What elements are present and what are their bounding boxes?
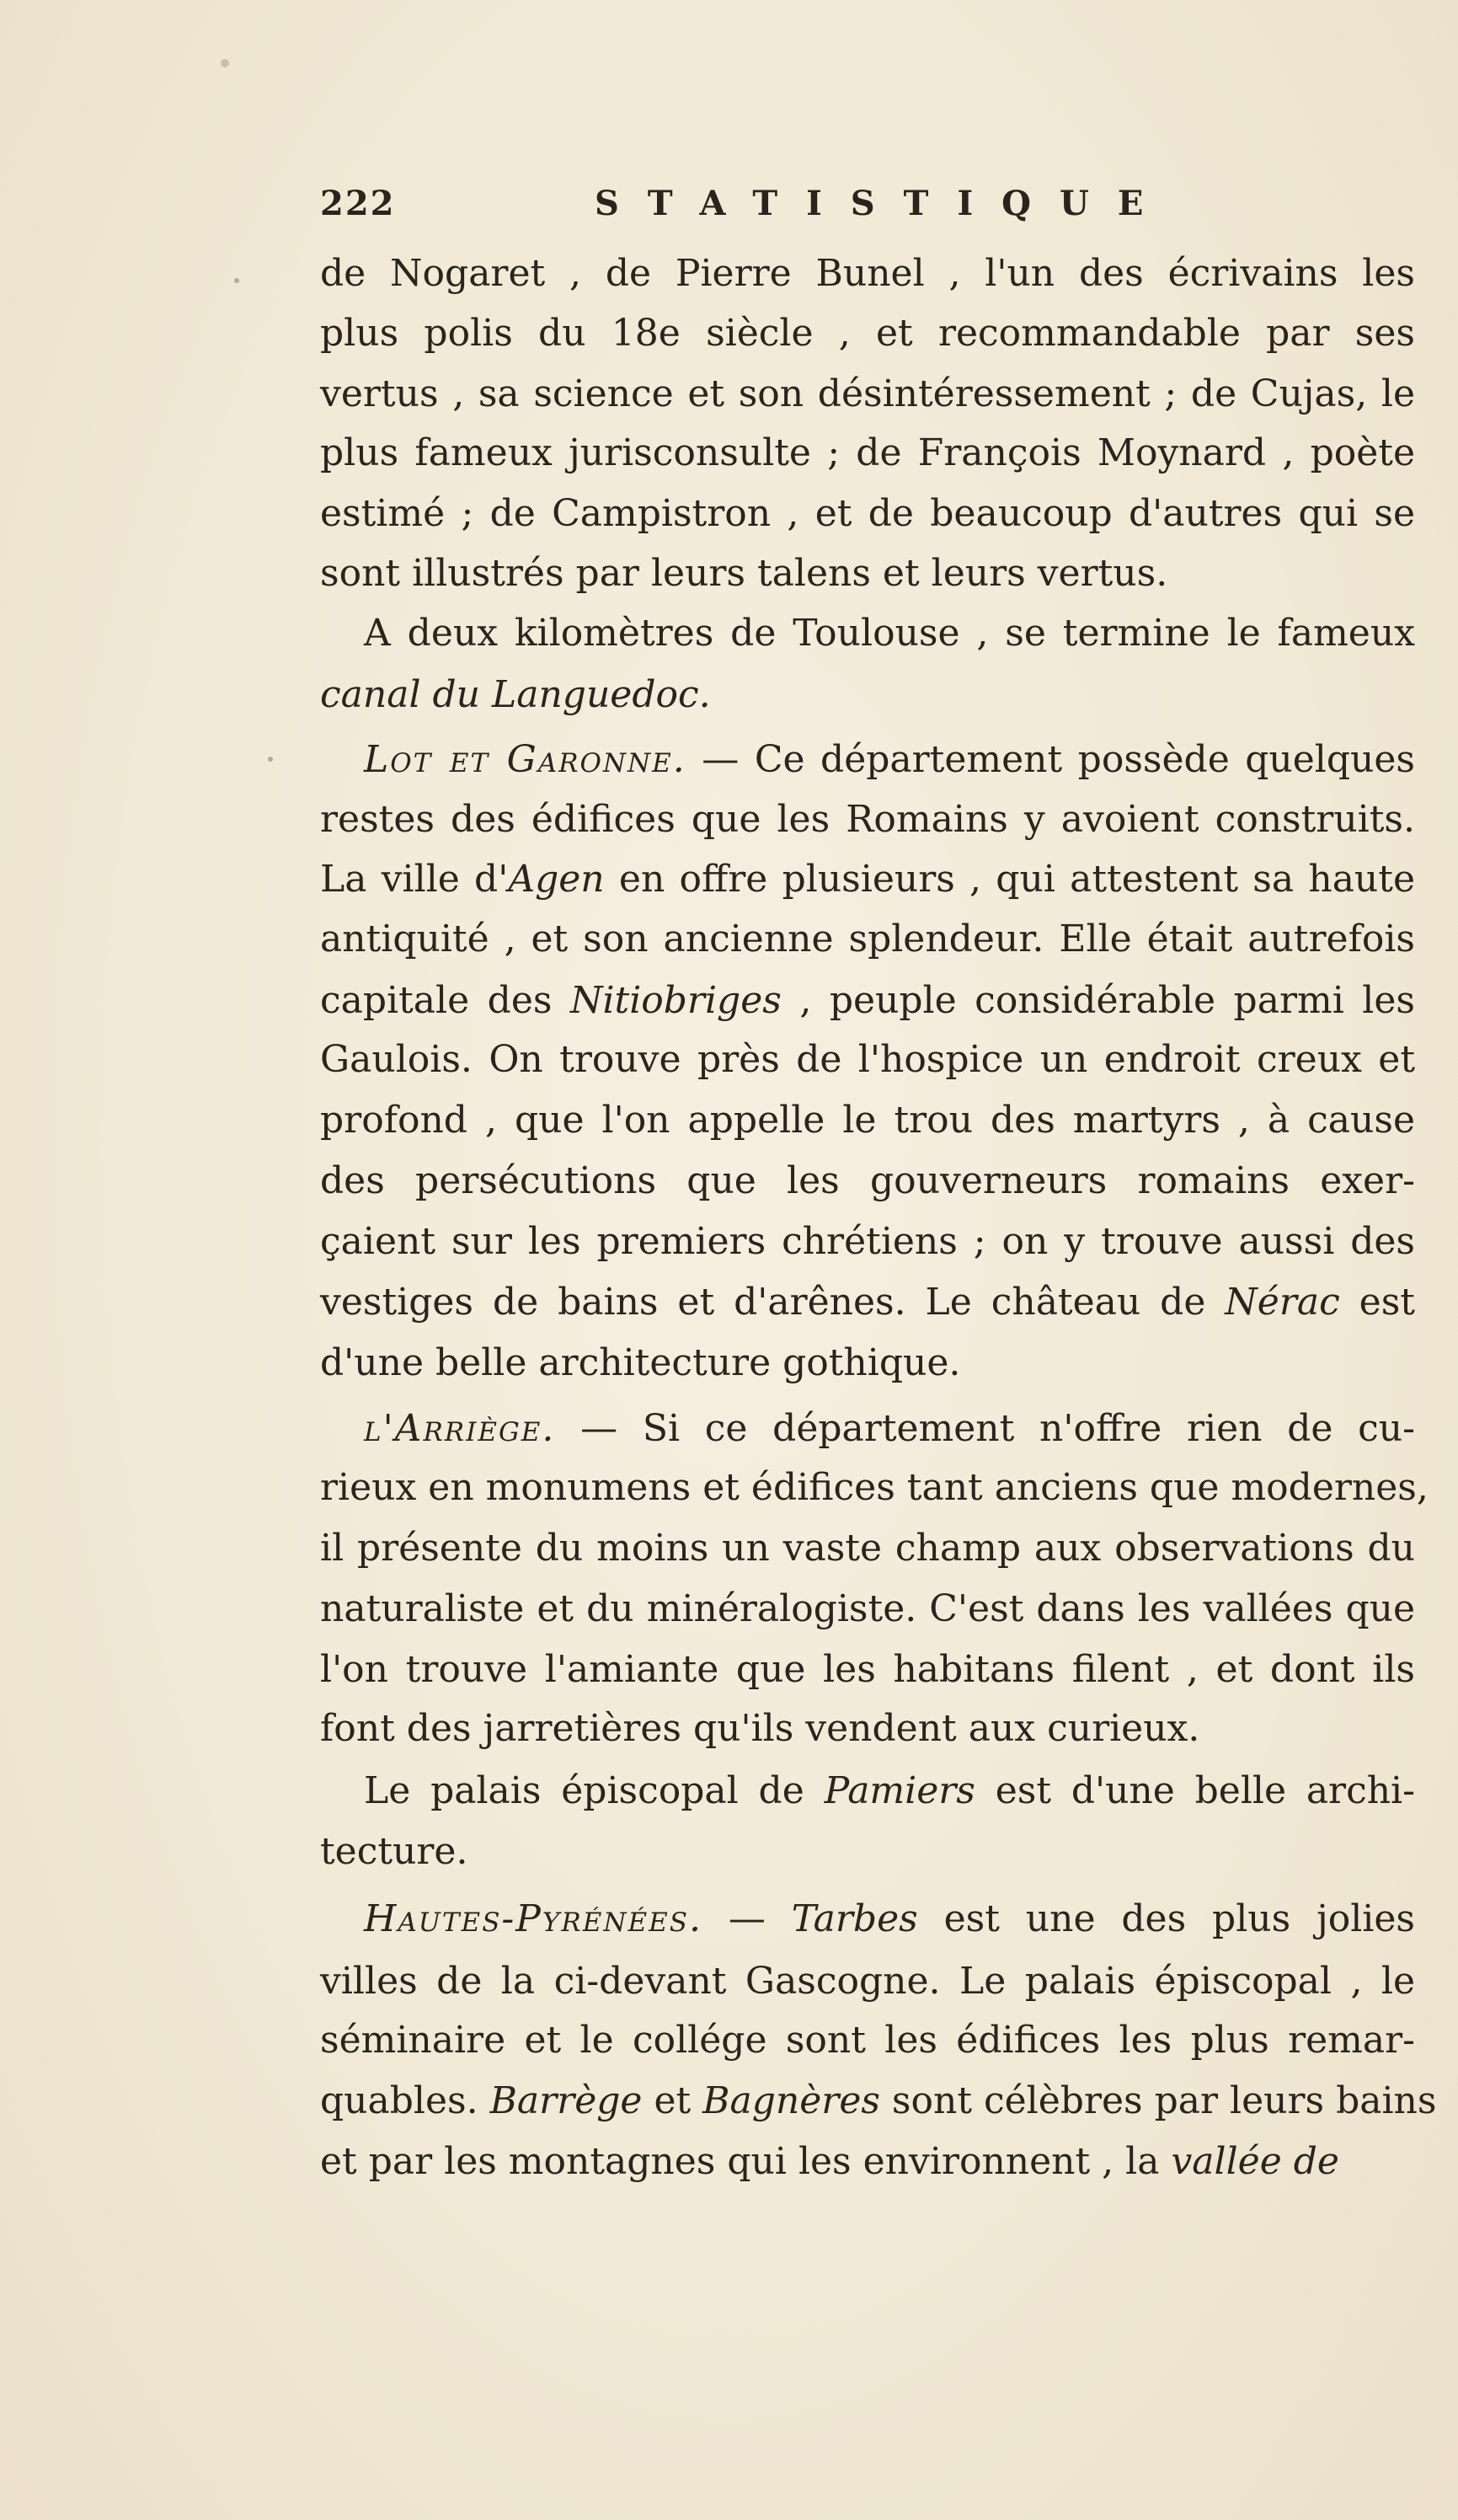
line-text: , peuple considérable parmi les <box>781 979 1415 1022</box>
text-line <box>320 671 1415 719</box>
line-text: villes de la ci-devant Gascogne. Le palais épiscopal , le <box>320 1960 1415 2003</box>
line-text: vestiges de bains et d'arênes. Le château de <box>320 1281 1226 1324</box>
line-text: il présente du moins un vaste champ aux observations du <box>320 1527 1415 1570</box>
paper-speck <box>234 278 239 283</box>
text-line <box>320 2017 1415 2064</box>
italic-term: Bagnères <box>702 2079 880 2122</box>
line-text: rieux en monumens et édifices tant anciens que modernes, <box>320 1466 1429 1509</box>
text-line <box>364 736 1415 784</box>
text-line <box>320 1340 1415 1387</box>
line-text: séminaire et le collége sont les édifices les plus remar- <box>320 2019 1415 2062</box>
italic-term: Barrège <box>489 2079 643 2122</box>
line-text: restes des édifices que les Romains y avoient construits. <box>320 798 1415 841</box>
section-heading: l'Arriège. <box>364 1407 556 1450</box>
text-line <box>320 856 1415 903</box>
line-text: en offre plusieurs , qui attestent sa haute <box>604 858 1415 901</box>
line-text: est <box>1339 1281 1415 1324</box>
running-title: STATISTIQUE <box>595 184 1172 223</box>
text-line <box>320 250 1415 297</box>
line-text: capitale des <box>320 979 570 1022</box>
text-line <box>320 550 1415 597</box>
text-line <box>320 1646 1415 1693</box>
line-text: antiquité , et son ancienne splendeur. Elle était autrefois <box>320 918 1415 960</box>
section-heading: Lot et Garonne. <box>364 738 686 781</box>
text-line <box>320 1036 1415 1083</box>
text-line <box>320 2078 1437 2125</box>
text-line <box>320 490 1415 538</box>
text-line <box>320 796 1415 843</box>
text-line <box>320 310 1415 357</box>
line-text: La ville d' <box>320 858 509 901</box>
page-header <box>320 184 1172 234</box>
line-text: des persécutions que les gouverneurs romains exer- <box>320 1159 1415 1202</box>
line-text: vertus , sa science et son désintéressement ; de Cujas, le <box>320 372 1415 415</box>
line-text: — <box>702 1897 792 1940</box>
italic-term: Nitiobriges <box>569 979 782 1022</box>
text-line <box>320 2138 1415 2186</box>
line-text: d'une belle architecture gothique. <box>320 1341 961 1384</box>
text-line <box>364 1896 1415 1943</box>
line-text: profond , que l'on appelle le trou des martyrs , à cause <box>320 1099 1415 1142</box>
text-line <box>320 1158 1415 1205</box>
text-line <box>320 1218 1415 1265</box>
italic-term: vallée de <box>1171 2140 1339 2183</box>
text-line <box>320 1279 1415 1326</box>
text-line <box>364 610 1415 657</box>
line-text: quables. <box>320 2079 490 2122</box>
line-text: çaient sur les premiers chrétiens ; on y trouve aussi des <box>320 1220 1415 1263</box>
italic-term: Pamiers <box>824 1769 975 1812</box>
text-line <box>320 916 1415 963</box>
line-text: et <box>642 2079 703 2122</box>
line-text: tecture. <box>320 1830 468 1873</box>
section-heading: Hautes-Pyrénées. <box>364 1897 702 1940</box>
italic-term: canal du Languedoc. <box>320 673 711 716</box>
italic-term: Nérac <box>1225 1281 1340 1324</box>
line-text: A deux kilomètres de Toulouse , se termine le fameux <box>364 612 1415 655</box>
line-text: estimé ; de Campistron , et de beaucoup d'autres qui se <box>320 492 1415 535</box>
text-line <box>320 977 1415 1025</box>
text-line <box>320 430 1415 477</box>
line-text: naturaliste et du minéralogiste. C'est dans les vallées que <box>320 1587 1415 1630</box>
line-text: est une des plus jolies <box>917 1897 1415 1940</box>
paper-speck <box>221 59 229 67</box>
line-text: Le palais épiscopal de <box>364 1769 825 1812</box>
line-text: est d'une belle archi- <box>975 1769 1415 1812</box>
line-text: l'on trouve l'amiante que les habitans filent , et dont ils <box>320 1648 1415 1691</box>
text-line <box>320 1097 1415 1144</box>
text-line <box>364 1405 1415 1453</box>
text-line <box>320 1464 1429 1511</box>
line-text: plus polis du 18e siècle , et recommandable par ses <box>320 312 1415 355</box>
italic-term: Tarbes <box>791 1897 918 1940</box>
text-line <box>320 371 1415 418</box>
line-text: — Si ce département n'offre rien de cu- <box>555 1407 1415 1450</box>
paper-speck <box>268 757 273 762</box>
text-line <box>364 1768 1415 1815</box>
text-line <box>320 1828 1415 1875</box>
line-text: — Ce département possède quelques <box>686 738 1415 781</box>
line-text: Gaulois. On trouve près de l'hospice un endroit creux et <box>320 1038 1415 1081</box>
text-line <box>320 1958 1415 2005</box>
line-text: plus fameux jurisconsulte ; de François Moynard , poète <box>320 431 1415 474</box>
line-text: sont célèbres par leurs bains <box>879 2079 1437 2122</box>
italic-term: Agen <box>508 858 605 901</box>
line-text: et par les montagnes qui les environnent , la <box>320 2140 1172 2183</box>
line-text: de Nogaret , de Pierre Bunel , l'un des écrivains les <box>320 252 1415 295</box>
text-line <box>320 1705 1415 1752</box>
line-text: font des jarretières qu'ils vendent aux curieux. <box>320 1707 1200 1750</box>
line-text: sont illustrés par leurs talens et leurs vertus. <box>320 552 1168 595</box>
text-line <box>320 1586 1415 1633</box>
page-number: 222 <box>320 184 396 223</box>
text-line <box>320 1525 1415 1572</box>
